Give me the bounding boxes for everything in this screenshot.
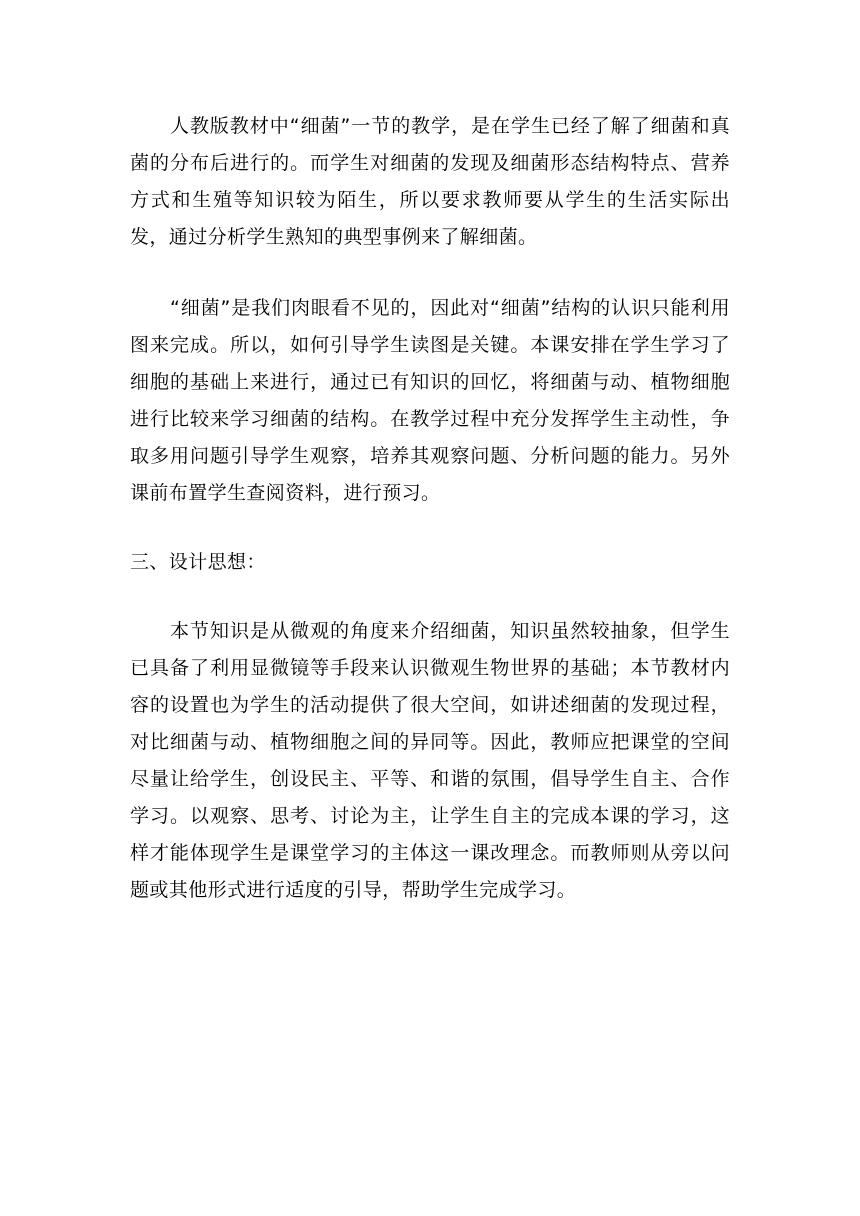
paragraph-teaching-background: 人教版教材中“细菌”一节的教学，是在学生已经了解了细菌和真菌的分布后进行的。而学生对细菌的发现及细菌形态结构特点、营养方式和生殖等知识较为陌生，所以要求教师要从学生的生活实际出发，通过分析学生熟知的典型事例来了解细菌。 <box>130 115 730 248</box>
paragraph-teaching-approach: “细菌”是我们肉眼看不见的，因此对“细菌”结构的认识只能利用图来完成。所以，如何引导学生读图是关键。本课安排在学生学习了细胞的基础上来进行，通过已有知识的回忆，将细菌与动、植物细胞进行比较来学习细菌的结构。在教学过程中充分发挥学生主动性，争取多用问题引导学生观察，培养其观察问题、分析问题的能力。另外课前布置学生查阅资料，进行预习。 <box>130 297 730 504</box>
document-body <box>130 108 730 909</box>
section-heading-design-thinking: 三、设计思想： <box>130 551 266 573</box>
paragraph-design-thinking: 本节知识是从微观的角度来介绍细菌，知识虽然较抽象，但学生已具备了利用显微镜等手段来认识微观生物世界的基础；本节教材内容的设置也为学生的活动提供了很大空间，如讲述细菌的发现过程，对比细菌与动、植物细胞之间的异同等。因此，教师应把课堂的空间尽量让给学生，创设民主、平等、和谐的氛围，倡导学生自主、合作学习。以观察、思考、讨论为主，让学生自主的完成本课的学习，这样才能体现学生是课堂学习的主体这一课改理念。而教师则从旁以问题或其他形式进行适度的引导，帮助学生完成学习。 <box>130 620 730 901</box>
